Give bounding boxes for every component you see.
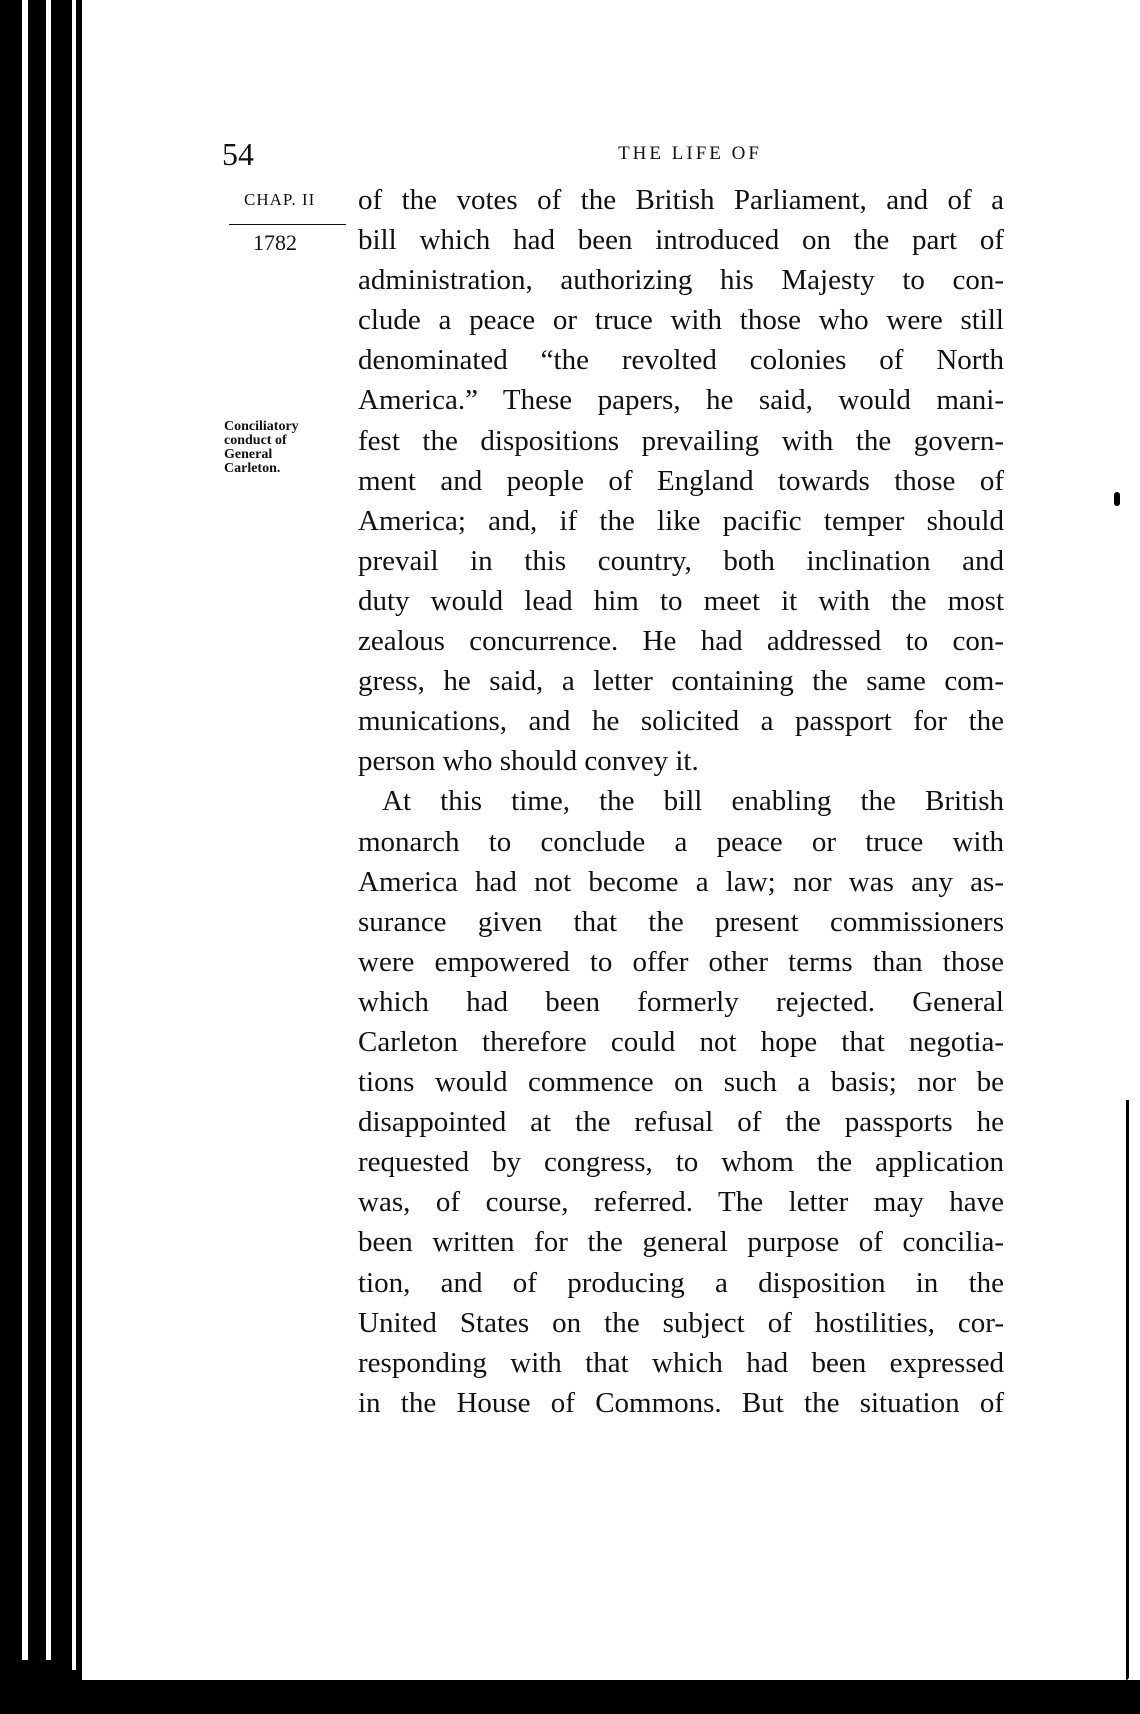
body-text — [358, 180, 1004, 1423]
text-line: fest the dispositions prevailing with the govern- — [358, 424, 1004, 457]
running-head: THE LIFE OF — [618, 143, 762, 164]
text-line: gress, he said, a letter containing the same com- — [358, 665, 1004, 698]
sidenote — [224, 420, 344, 476]
text-line: Carleton therefore could not hope that negotia- — [358, 1025, 1004, 1058]
text-line: prevail in this country, both inclination and — [358, 544, 1004, 577]
text-line: duty would lead him to meet it with the most — [358, 584, 1004, 617]
text-line: were empowered to offer other terms than those — [358, 945, 1004, 978]
text-line: America.” These papers, he said, would mani- — [358, 384, 1004, 417]
text-line: bill which had been introduced on the part of — [358, 224, 1004, 257]
text-line: America had not become a law; nor was any as- — [358, 865, 1004, 898]
text-line: person who should convey it. — [358, 745, 699, 778]
scan-speck — [1114, 492, 1120, 506]
text-line: disappointed at the refusal of the passports he — [358, 1106, 1004, 1139]
text-line: responding with that which had been expressed — [358, 1346, 1004, 1379]
sidenote-line: Carleton. — [224, 461, 281, 476]
text-line: denominated “the revolted colonies of North — [358, 344, 1004, 377]
text-line: zealous concurrence. He had addressed to con- — [358, 625, 1004, 658]
text-line: was, of course, referred. The letter may have — [358, 1186, 1004, 1219]
book-binding-edge — [0, 0, 82, 1714]
page-number: 54 — [222, 136, 254, 172]
sidenote-line: Conciliatory — [224, 419, 299, 434]
margin-year: 1782 — [253, 230, 297, 255]
text-line: United States on the subject of hostilities, cor- — [358, 1306, 1004, 1339]
text-line: America; and, if the like pacific temper should — [358, 504, 1004, 537]
text-line: tion, and of producing a disposition in the — [358, 1266, 1004, 1299]
page-right-edge — [1126, 1100, 1129, 1680]
sidenote-line: General — [224, 447, 273, 462]
text-line: monarch to conclude a peace or truce with — [358, 825, 1004, 858]
margin-rule — [229, 224, 346, 225]
scan-bottom-edge — [0, 1680, 1140, 1714]
text-line: in the House of Commons. But the situation of — [358, 1386, 1004, 1419]
text-line: At this time, the bill enabling the British — [382, 785, 1004, 818]
sidenote-line: conduct of — [224, 433, 287, 448]
text-line: munications, and he solicited a passport for the — [358, 705, 1004, 738]
text-line: been written for the general purpose of concilia- — [358, 1226, 1004, 1259]
chapter-label: CHAP. II — [244, 190, 316, 209]
text-line: surance given that the present commissioners — [358, 905, 1004, 938]
text-line: requested by congress, to whom the application — [358, 1146, 1004, 1179]
text-line: administration, authorizing his Majesty to con- — [358, 264, 1004, 297]
text-line: tions would commence on such a basis; nor be — [358, 1066, 1004, 1099]
text-line: which had been formerly rejected. General — [358, 985, 1004, 1018]
text-line: clude a peace or truce with those who were still — [358, 304, 1004, 337]
text-line: ment and people of England towards those of — [358, 464, 1004, 497]
text-line: of the votes of the British Parliament, and of a — [358, 184, 1004, 216]
